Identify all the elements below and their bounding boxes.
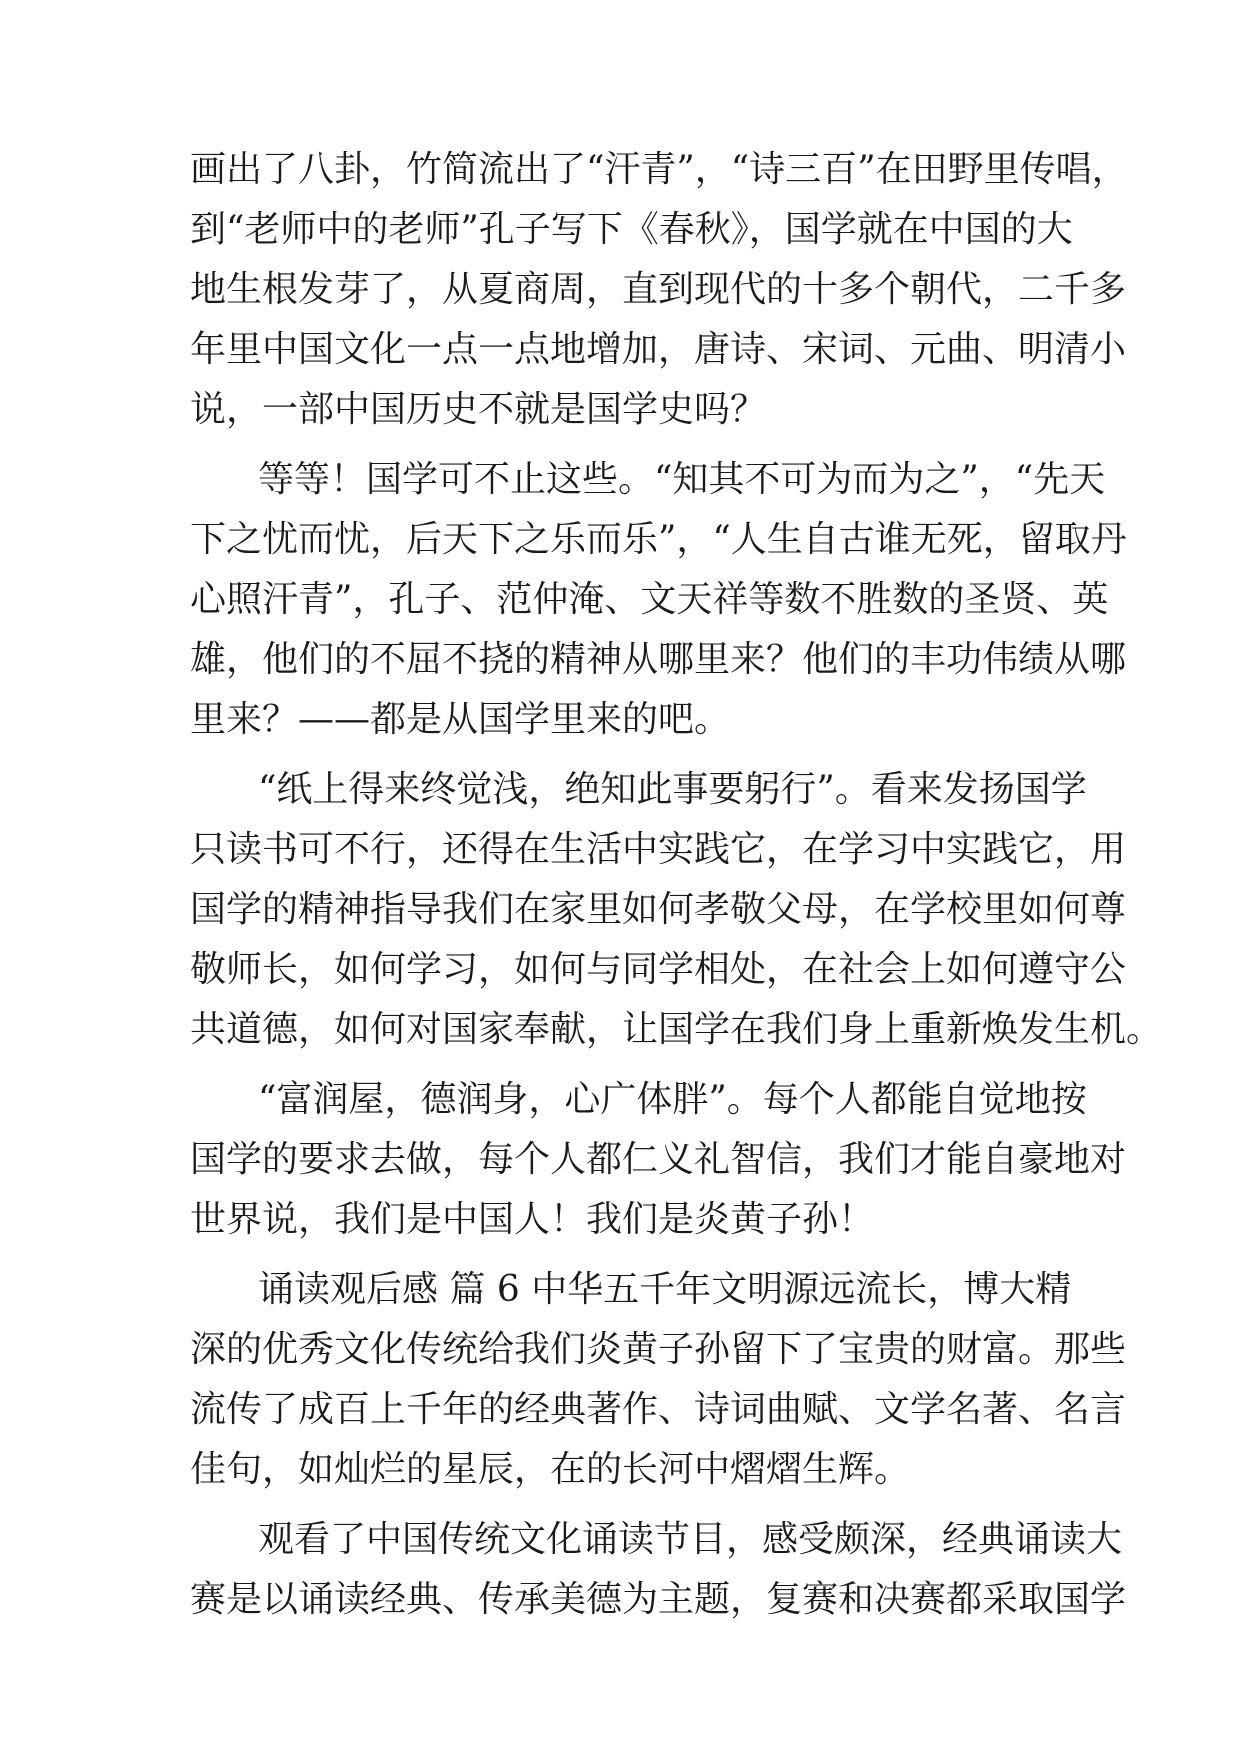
text-line: 地生根发芽了，从夏商周，直到现代的十多个朝代，二千多: [190, 269, 1127, 310]
text-line: 深的优秀文化传统给我们炎黄子孙留下了宝贵的财富。那些: [190, 1329, 1127, 1370]
text-line: 说，一部中国历史不就是国学史吗？: [190, 389, 767, 430]
text-line: 国学的精神指导我们在家里如何孝敬父母，在学校里如何尊: [190, 889, 1127, 930]
text-line: 里来？——都是从国学里来的吧。: [190, 699, 731, 740]
text-line: 世界说，我们是中国人！我们是炎黄子孙！: [190, 1199, 875, 1240]
text-line: 等等！国学可不止这些。“知其不可为而为之”，“先天: [258, 459, 1106, 500]
text-line: 下之忧而忧，后天下之乐而乐”，“人生自古谁无死，留取丹: [190, 519, 1127, 560]
text-line: 到“老师中的老师”孔子写下《春秋》，国学就在中国的大: [190, 209, 1073, 250]
text-line: 只读书可不行，还得在生活中实践它，在学习中实践它，用: [190, 829, 1127, 870]
text-line: 观看了中国传统文化诵读节目，感受颇深，经典诵读大: [258, 1519, 1123, 1560]
text-line: 佳句，如灿烂的星辰，在的长河中熠熠生辉。: [190, 1449, 911, 1490]
text-line: 国学的要求去做，每个人都仁义礼智信，我们才能自豪地对: [190, 1139, 1127, 1180]
text-line: “纸上得来终觉浅，绝知此事要躬行”。看来发扬国学: [258, 769, 1087, 810]
text-line: 心照汗青”，孔子、范仲淹、文天祥等数不胜数的圣贤、英: [190, 579, 1109, 620]
text-line: 年里中国文化一点一点地增加，唐诗、宋词、元曲、明清小: [190, 329, 1127, 370]
text-line: 雄，他们的不屈不挠的精神从哪里来？他们的丰功伟绩从哪: [190, 639, 1127, 680]
text-line: 画出了八卦，竹简流出了“汗青”，“诗三百”在田野里传唱，: [190, 149, 1128, 190]
text-line: “富润屋，德润身，心广体胖”。每个人都能自觉地按: [258, 1079, 1087, 1120]
text-line: 流传了成百上千年的经典著作、诗词曲赋、文学名著、名言: [190, 1389, 1127, 1430]
text-line: 共道德，如何对国家奉献，让国学在我们身上重新焕发生机。: [190, 1009, 1163, 1050]
text-line: 赛是以诵读经典、传承美德为主题，复赛和决赛都采取国学: [190, 1579, 1127, 1620]
section-heading-line: 诵读观后感 篇 6 中华五千年文明源远流长，博大精: [258, 1269, 1072, 1310]
text-line: 敬师长，如何学习，如何与同学相处，在社会上如何遵守公: [190, 949, 1127, 990]
